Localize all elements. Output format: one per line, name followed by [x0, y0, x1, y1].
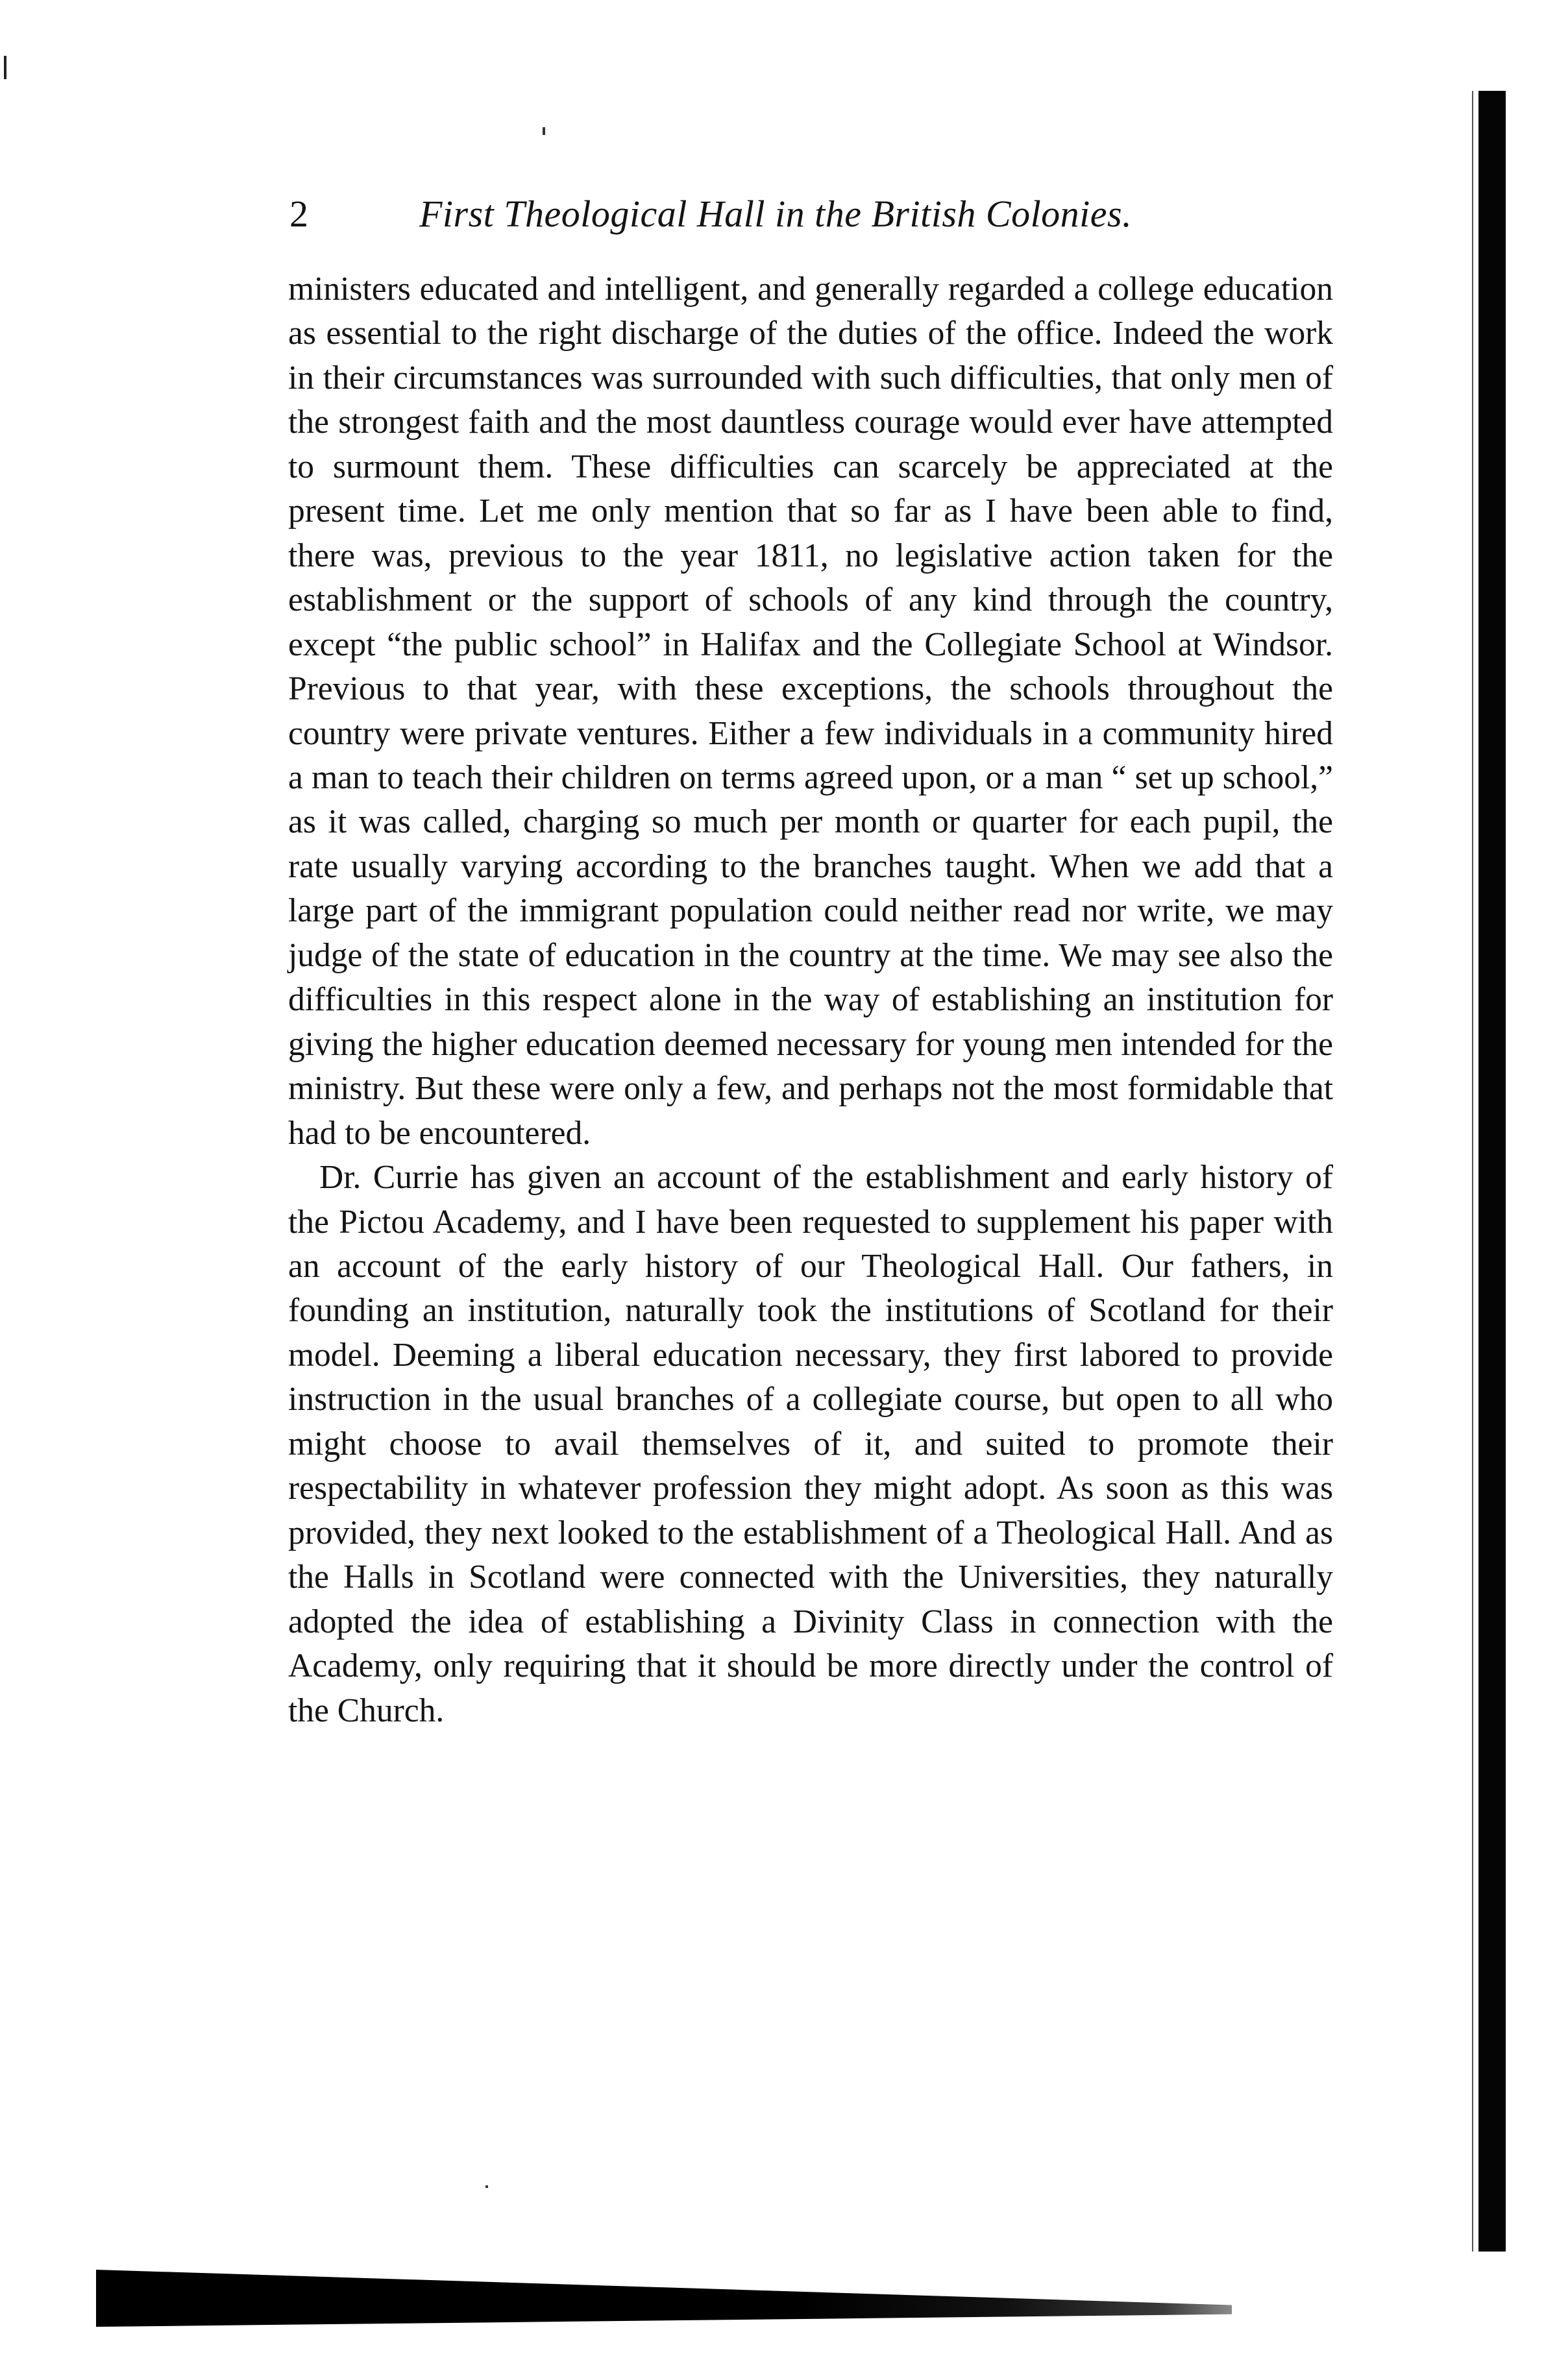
scan-edge-mark	[4, 56, 6, 79]
running-title: First Theological Hall in the British Colonies.	[419, 193, 1133, 235]
paragraph: Dr. Currie has given an account of the establishment and early history of the Pictou Academy, and I have been requested to supplement his paper with an account of the early history of our Theological Hall. Our fathers, in founding an institution, naturally took the institutions of Scotland for their model. Deeming a liberal education necessary, they first labored to provide instruction in the usual branches of a collegiate course, but open to all who might choose to avail themselves of it, and suited to promote their respectability in whatever profession they might adopt. As soon as this was provided, they next looked to the establishment of a Theological Hall. And as the Halls in Scotland were connected with the Universities, they naturally adopted the idea of establishing a Divinity Class in connection with the Academy, only requiring that it should be more directly under the control of the Church.	[288, 1159, 1333, 1729]
page-number: 2	[289, 193, 308, 235]
page-bottom-shadow	[96, 2270, 1232, 2327]
scan-speck	[543, 127, 545, 135]
running-head	[289, 192, 1341, 250]
paragraph: ministers educated and intelligent, and generally regarded a college education as essential to the right discharge of the duties of the office. Indeed the work in their circumstances was surrounded with such difficulties, that only men of the strongest faith and the most dauntless courage would ever have attempted to surmount them. These difficulties can scarcely be appreciated at the present time. Let me only mention that so far as I have been able to find, there was, previous to the year 1811, no legislative action taken for the establishment or the support of schools of any kind through the country, except “the public school” in Halifax and the Collegiate School at Windsor. Previous to that year, with these exceptions, the schools throughout the country were private ventures. Either a few individuals in a community hired a man to teach their children on terms agreed upon, or a man “ set up school,” as it was called, charging so much per month or quarter for each pupil, the rate usually varying according to the branches taught. When we add that a large part of the immigrant population could neither read nor write, we may judge of the state of education in the country at the time. We may see also the difficulties in this respect alone in the way of establishing an institution for giving the higher education deemed necessary for young men intended for the ministry. But these were only a few, and perhaps not the most formidable that had to be encountered.	[288, 271, 1333, 1152]
body-text	[288, 267, 1333, 1733]
scan-speck	[485, 2185, 488, 2188]
page-edge-line	[1472, 91, 1473, 2252]
page-edge-shadow	[1478, 91, 1506, 2252]
